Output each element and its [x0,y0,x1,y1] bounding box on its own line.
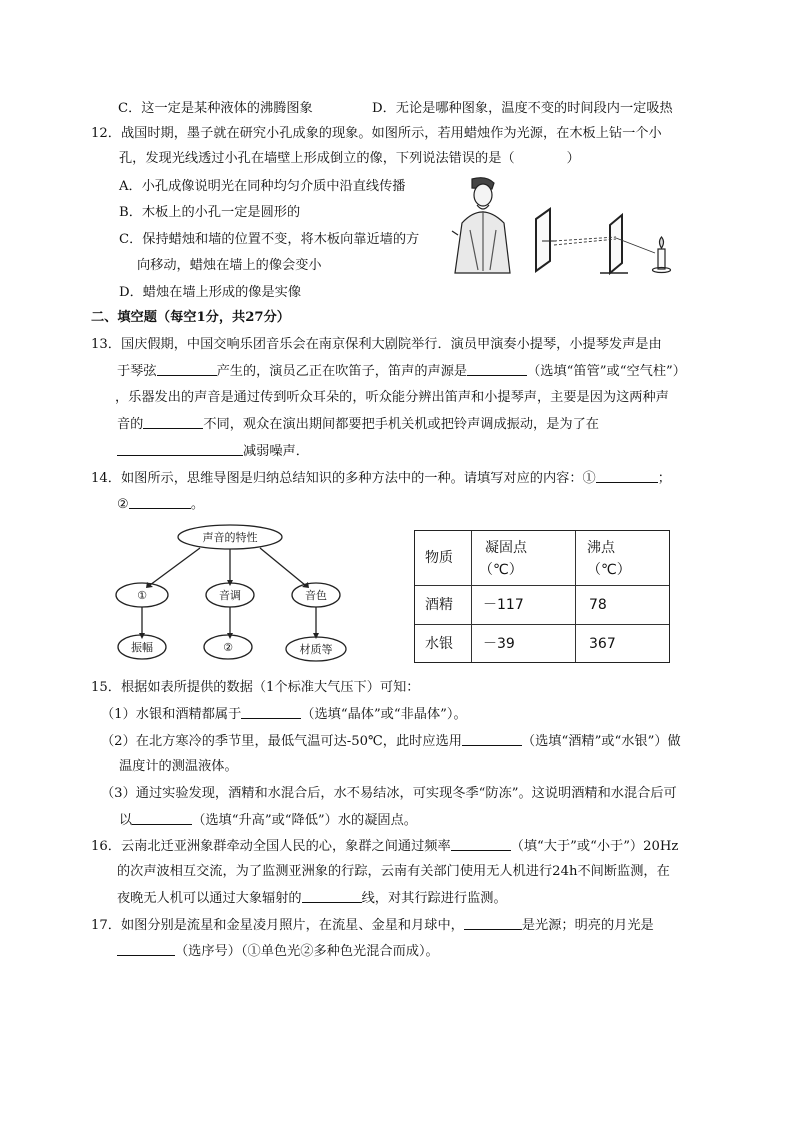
candle-icon [653,237,671,273]
q11-option-c: C．这一定是某种液体的沸腾图象 [118,101,313,116]
q15-stem: 15．根据如表所提供的数据（1个标准大气压下）可知： [91,680,420,695]
q13-blank-3[interactable] [143,415,203,429]
pinhole-board-icon [600,215,628,273]
q13-line2: 于琴弦 产生的，演员乙正在吹笛子，笛声的声源是 （选填“笛管”或“空气柱”） [117,364,686,379]
mindmap-node-1-label: ① [137,589,147,602]
q15-blank-1[interactable] [241,705,301,719]
q12-option-a: A．小孔成像说明光在同种均匀介质中沿直线传播 [119,179,406,194]
q13-line5: 减弱噪声． [117,442,309,461]
q17-blank-1[interactable] [464,916,522,930]
q12-option-c-line2: 向移动，蜡烛在墙上的像会变小 [137,258,322,273]
q12-option-b: B．木板上的小孔一定是圆形的 [119,205,301,220]
q14-line1: 14．如图所示，思维导图是归纳总结知识的多种方法中的一种。请填写对应的内容：① ； [91,471,671,486]
q13-line3: ，乐器发出的声音是通过传到听众耳朵的，听众能分辨出笛声和小提琴声，主要是因为这两种声 [115,390,669,405]
q12-stem-line2: 孔，发现光线透过小孔在墙壁上形成倒立的像，下列说法错误的是（ ） [119,151,580,166]
q12-stem-line1: 12．战国时期，墨子就在研究小孔成象的现象。如图所示，若用蜡烛作为光源，在木板上钻一个小 [91,126,662,141]
pinhole-illustration [450,175,690,280]
table-header-substance: 物质 [425,550,453,566]
table-header-freezing-unit: （℃） [479,562,523,578]
table-header-boiling-unit: （℃） [587,562,631,578]
table-row-1-boiling: 78 [589,597,607,613]
q13-line4: 音的 不同，观众在演出期间都要把手机关机或把铃声调成振动，是为了在 [117,417,599,432]
mindmap-node-3-label: 音色 [305,589,327,602]
light-rays-icon [554,237,655,253]
mindmap-node-2-label: 音调 [219,589,241,602]
q15-part3-line2: 以 （选填“升高”或“降低”）水的凝固点。 [119,813,417,828]
q15-blank-2[interactable] [462,732,522,746]
mindmap-root-label: 声音的特性 [202,531,258,544]
table-row-2-freezing: －39 [483,636,515,652]
q13-blank-2[interactable] [467,362,527,376]
q16-line2: 的次声波相互交流，为了监测亚洲象的行踪，云南有关部门使用无人机进行24h不间断监测，在 [117,864,670,879]
q12-option-d: D．蜡烛在墙上形成的像是实像 [119,285,302,300]
q13-blank-4[interactable] [117,442,243,456]
table-row-1-substance: 酒精 [425,597,453,613]
q11-option-d: D．无论是哪种图象，温度不变的时间段内一定吸热 [372,101,673,116]
table-row-2-substance: 水银 [425,636,453,652]
q12-option-c-line1: C．保持蜡烛和墙的位置不变，将木板向靠近墙的方 [119,232,420,247]
q14-blank-1[interactable] [596,469,658,483]
mindmap-child-3-label: 材质等 [299,643,333,656]
mozi-figure-icon [452,178,510,273]
mindmap-edge-1 [150,548,200,585]
q16-line1: 16．云南北迁亚洲象群牵动全国人民的心，象群之间通过频率 （填“大于”或“小于”）20Hz [91,839,679,854]
q13-blank-1[interactable] [157,362,217,376]
q17-line1: 17．如图分别是流星和金星凌月照片，在流星、金星和月球中， 是光源；明亮的月光是 [91,918,654,933]
q15-part2-line1: （2）在北方寒冷的季节里，最低气温可达-50℃，此时应选用 （选填“酒精”或“水银”）做 [101,734,681,749]
mindmap-child-1-label: 振幅 [131,641,153,654]
table-header-freezing: 凝固点 [485,540,527,556]
mindmap-child-2-label: ② [223,641,233,654]
melting-boiling-table [414,530,670,663]
table-row-2-boiling: 367 [589,636,616,652]
q15-part1: （1）水银和酒精都属于 （选填“晶体”或“非晶体”）。 [101,707,467,722]
table-header-boiling: 沸点 [587,540,615,556]
q14-blank-2[interactable] [129,495,191,509]
mind-map-diagram [110,522,370,672]
q17-blank-2[interactable] [117,942,175,956]
q15-part2-line2: 温度计的测温液体。 [119,759,238,774]
q14-line2: ② 。 [117,497,205,512]
q15-blank-3[interactable] [132,811,192,825]
section-2-title: 二、填空题（每空1分，共27分） [91,310,290,325]
table-row-1-freezing: －117 [483,597,524,613]
q17-line2: （选序号）（①单色光②多种色光混合而成）。 [117,942,439,961]
q16-blank-1[interactable] [451,837,511,851]
mindmap-edge-3 [260,548,305,585]
wall-icon [536,209,556,271]
q13-line1: 13．国庆假期，中国交响乐团音乐会在南京保利大剧院举行．演员甲演奏小提琴，小提琴发声是由 [91,337,662,352]
q16-line3: 夜晚无人机可以通过大象辐射的 线，对其行踪进行监测。 [117,891,507,906]
q16-blank-2[interactable] [302,889,362,903]
q15-part3-line1: （3）通过实验发现，酒精和水混合后，水不易结冰，可实现冬季“防冻”。这说明酒精和水混合后可 [101,786,677,801]
